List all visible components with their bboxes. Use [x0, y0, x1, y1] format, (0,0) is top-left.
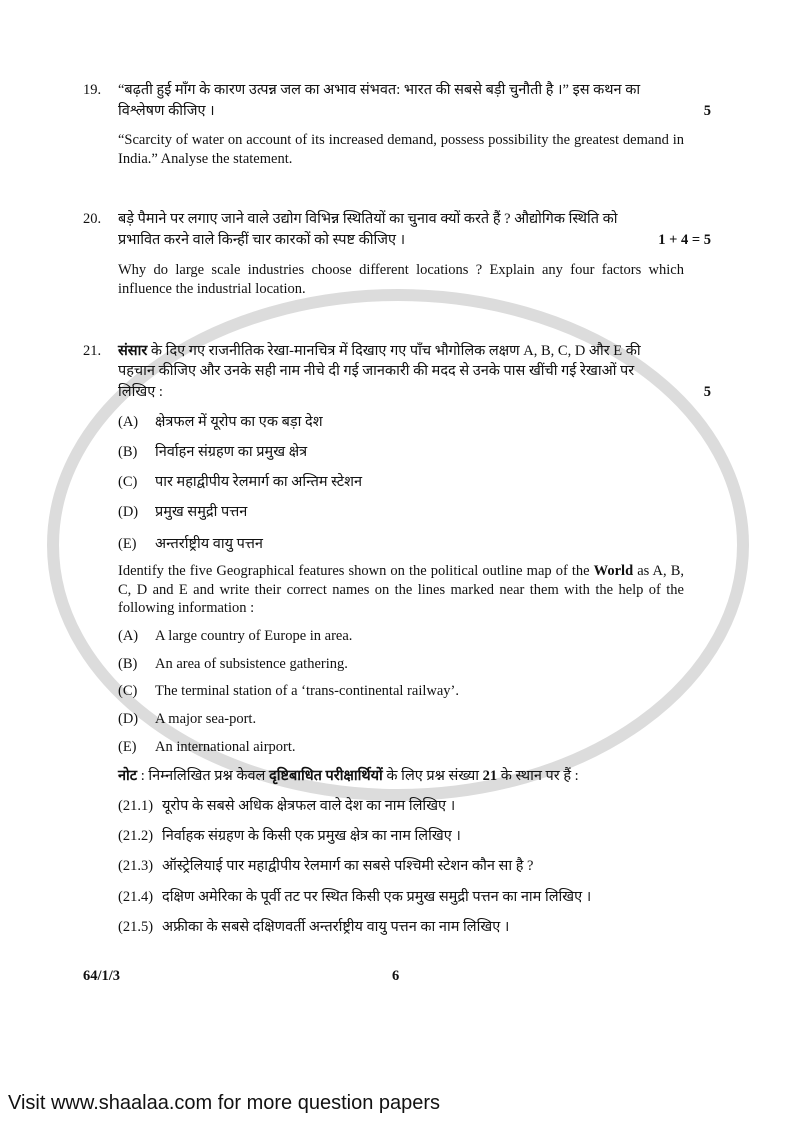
paper-code: 64/1/3 [83, 968, 121, 984]
list-item [118, 473, 363, 491]
q21-note [118, 767, 579, 785]
promo-banner[interactable]: Visit www.shaalaa.com for more question papers [8, 1092, 441, 1114]
sub-text: दक्षिण अमेरिका के पूर्वी तट पर स्थित किसी एक प्रमुख समुद्री पत्तन का नाम लिखिए । [162, 889, 592, 905]
q19-hindi-line1: “बढ़ती हुई माँग के कारण उत्पन्न जल का अभाव संभवत: भारत की सबसे बड़ी चुनौती है ।” इस कथन का [118, 82, 641, 98]
q21-english-bold: World [593, 563, 634, 579]
note-text: के स्थान पर हैं : [497, 768, 579, 784]
q19-hindi-line2: विश्लेषण कीजिए । [118, 103, 215, 119]
option-label: (E) [118, 739, 137, 755]
option-label: (B) [118, 444, 138, 460]
q20-hindi-line2: प्रभावित करने वाले किन्हीं चार कारकों को स्पष्ट कीजिए । [118, 232, 406, 248]
list-item [118, 413, 323, 431]
option-label: (A) [118, 628, 139, 644]
q21-hindi-line1-text: के दिए गए राजनीतिक रेखा-मानचित्र में दिखाए गए पाँच भौगोलिक लक्षण A, B, C, D और E की [147, 343, 641, 359]
list-item [118, 682, 459, 700]
option-label: (A) [118, 414, 139, 430]
sub-label: (21.1) [118, 798, 154, 814]
option-text: A large country of Europe in area. [155, 628, 353, 644]
option-label: (B) [118, 656, 138, 672]
note-label: नोट [118, 768, 138, 784]
q19-marks: 5 [703, 103, 711, 119]
list-item [118, 503, 248, 521]
option-label: (C) [118, 474, 138, 490]
option-text: प्रमुख समुद्री पत्तन [155, 504, 248, 520]
sub-text: ऑस्ट्रेलियाई पार महाद्वीपीय रेलमार्ग का सबसे पश्चिमी स्टेशन कौन सा है ? [162, 858, 534, 874]
list-item [118, 857, 534, 875]
list-item [118, 710, 257, 728]
option-text: क्षेत्रफल में यूरोप का एक बड़ा देश [155, 414, 323, 430]
option-label: (D) [118, 711, 139, 727]
note-bold: दृष्टिबाधित परीक्षार्थियों [269, 768, 383, 784]
q21-hindi-line1 [118, 342, 641, 360]
list-item [118, 627, 353, 645]
q21-english [118, 562, 684, 618]
q21-hindi-line2: पहचान कीजिए और उनके सही नाम नीचे दी गई जानकारी की मदद से उनके पास खींची गई रेखाओं पर [118, 363, 635, 379]
page-number: 6 [392, 968, 400, 984]
sub-text: निर्वाहक संग्रहण के किसी एक प्रमुख क्षेत्र का नाम लिखिए । [162, 828, 461, 844]
sub-label: (21.2) [118, 828, 154, 844]
sub-label: (21.4) [118, 889, 154, 905]
list-item [118, 738, 296, 756]
sub-text: यूरोप के सबसे अधिक क्षेत्रफल वाले देश का नाम लिखिए । [162, 798, 456, 814]
option-label: (C) [118, 683, 138, 699]
note-text: के लिए प्रश्न संख्या [382, 768, 483, 784]
q19-number: 19. [83, 82, 102, 98]
sub-label: (21.3) [118, 858, 154, 874]
list-item [118, 443, 308, 461]
q20-hindi-line1: बड़े पैमाने पर लगाए जाने वाले उद्योग विभिन्न स्थितियों का चुनाव क्यों करते हैं ? औद्योगिक स्थिति को [118, 211, 618, 227]
q21-english-post: as A, B, C, D and E and write their correct names on the lines marked near them with the help of the following information : [118, 563, 685, 616]
option-label: (E) [118, 536, 137, 552]
note-text: : निम्नलिखित प्रश्न केवल [137, 768, 270, 784]
option-text: An international airport. [155, 739, 296, 755]
list-item [118, 918, 510, 936]
list-item [118, 888, 592, 906]
q21-hindi-bold: संसार [118, 343, 148, 359]
option-text: अन्तर्राष्ट्रीय वायु पत्तन [155, 536, 263, 552]
sub-label: (21.5) [118, 919, 154, 935]
q20-number: 20. [83, 211, 102, 227]
option-text: निर्वाहन संग्रहण का प्रमुख क्षेत्र [155, 444, 308, 460]
note-number: 21 [482, 768, 498, 784]
option-text: पार महाद्वीपीय रेलमार्ग का अन्तिम स्टेशन [155, 474, 363, 490]
q19-english: “Scarcity of water on account of its increased demand, possess possibility the greatest demand in India.” Analyse the statement. [118, 132, 684, 167]
option-text: A major sea-port. [155, 711, 257, 727]
list-item [118, 827, 461, 845]
list-item [118, 535, 263, 553]
list-item [118, 797, 456, 815]
option-text: The terminal station of a ‘trans-continental railway’. [155, 683, 459, 699]
option-label: (D) [118, 504, 139, 520]
q21-marks: 5 [703, 384, 711, 400]
q20-english: Why do large scale industries choose different locations ? Explain any four factors which influence the industrial location. [118, 262, 684, 297]
q21-hindi-line3: लिखिए : [118, 384, 163, 400]
option-text: An area of subsistence gathering. [155, 656, 348, 672]
list-item [118, 655, 348, 673]
sub-text: अफ्रीका के सबसे दक्षिणवर्ती अन्तर्राष्ट्रीय वायु पत्तन का नाम लिखिए । [162, 919, 510, 935]
q21-english-pre: Identify the five Geographical features shown on the political outline map of the [118, 563, 594, 579]
q20-marks: 1 + 4 = 5 [658, 232, 711, 248]
q21-number: 21. [83, 343, 102, 359]
